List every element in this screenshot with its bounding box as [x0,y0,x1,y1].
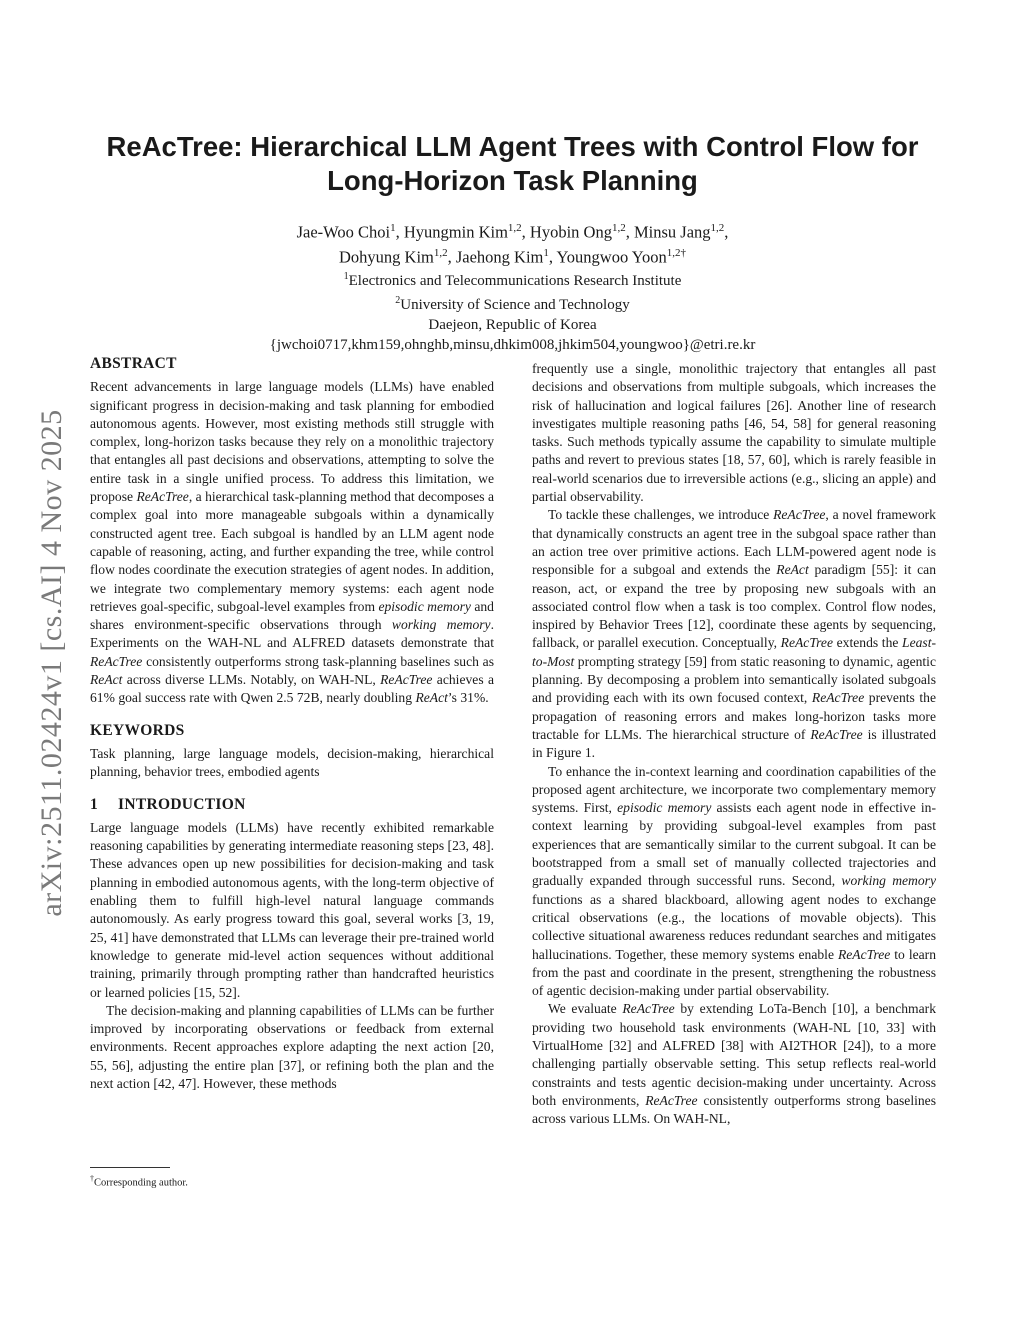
text-run: and shares environment-specific observations through [90,598,494,633]
emphasis: ReAcTree [773,507,826,523]
text-run: We evaluate [548,1001,623,1017]
author-name: , Youngwoo Yoon [548,247,667,266]
text-run: consistently outperforms strong task-planning baselines such as [142,653,494,669]
footnote [90,1172,188,1191]
emphasis: working memory [841,873,936,889]
text-run: , a hierarchical task-planning method that decomposes a complex goal into more manageable subgoals within a dynamically constructed agent tree. Each subgoal is handled by an LLM agent node capable of reasoning, acting, and further expanding the tree, while control flow nodes coordinate the execution strategies of agent nodes. In addition, we integrate two complementary memory systems: each agent node retrieves goal-specific, subgoal-level examples from [90,489,495,614]
emphasis: ReAcTree [811,690,865,706]
text-run: functions as a shared blackboard, allowing agent nodes to exchange critical observations (e.g., the locations of movable objects). This collective situational awareness reduces redundant searches and mitigates hallucinations. Together, these memory systems enable [532,891,936,962]
text-run: assists each agent node in effective in-context learning by providing subgoal-level examples from past experiences that are semantically similar to the current subgoal. It can be bootstrapped from a small set of manually collected trajectories and gradually expanded through successful runs. Second, [532,800,936,889]
text-run: To tackle these challenges, we introduce [548,507,774,523]
right-paragraph-1: frequently use a single, monolithic trajectory that entangles all past decisions and observations from multiple subgoals, which increases the risk of hallucination and logical failures [26]. Another line of research investigates multiple reasoning paths [46, 54, 58] for general reasoning tasks. Such methods typically assume the capability to simulate multiple paths and revert to previous states [18, 57, 60], which is rarely feasible in real-world scenarios due to irreversible actions (e.g., slicing an apple) and partial observability. [532,361,936,505]
author-affil-mark: 1,2† [666,246,686,259]
emphasis: ReAct [776,562,809,578]
affiliation-name: Electronics and Telecommunications Research Institute [348,273,682,289]
text-run: prevents the propagation of reasoning errors and makes long-horizon tasks more tractable for LLMs. The hierarchical structure of [532,690,936,742]
author-line-1 [90,218,935,243]
author-emails: {jwchoi0717,khm159,ohnghb,minsu,dhkim008,jhkim504,youngwoo}@etri.re.kr [269,337,756,353]
abstract-heading: ABSTRACT [90,355,177,372]
title-line-1: ReAcTree: Hierarchical LLM Agent Trees with Control Flow for [106,131,919,162]
author-name: , Hyungmin Kim [395,222,508,242]
author-name: Dohyung Kim [338,247,434,266]
emphasis: ReAcTree [136,489,189,505]
author-name: , Hyobin Ong [521,222,612,242]
text-run: , a novel framework that dynamically constructs an agent tree in the subgoal space rather than an action tree over primitive actions. Each LLM-powered agent node is responsible for a subgoal and extends the [532,507,936,578]
right-column [532,360,936,1128]
affiliation-location: Daejeon, Republic of Korea [428,317,597,333]
left-column [90,355,494,1093]
text-run: prompting strategy [59] from static reasoning to dynamic, agentic planning. By decomposing a problem into semantically isolated subgoals and providing each with its own focused context, [532,653,936,706]
author-affil-mark: 1 [543,246,549,259]
text-run: achieves a 61% goal success rate with Qwen 2.5 72B, nearly doubling [90,672,494,706]
text-run: consistently outperforms strong baselines across various LLMs. On WAH-NL, [532,1092,937,1127]
author-separator: , [724,222,729,242]
emphasis: ReAcTree [645,1092,698,1108]
right-paragraph-2 [532,506,936,762]
section-title: INTRODUCTION [118,795,246,813]
keywords-text: Task planning, large language models, decision-making, hierarchical planning, behavior trees, embodied agents [90,745,494,780]
emphasis: episodic memory [378,598,471,614]
abstract-text [90,378,494,707]
author-name: , Minsu Jang [625,222,711,242]
author-block [90,218,935,355]
text-run: To enhance the in-context learning and coordination capabilities of the proposed agent architecture, we incorporate two complementary memory systems. First, [532,763,936,816]
affiliation-mark: 1 [343,271,349,282]
right-paragraph-4 [532,1000,936,1128]
text-run: Recent advancements in large language models (LLMs) have enabled significant progress in decision-making and task planning for embodied autonomous agents. However, most existing methods still struggle with complex, long-horizon tasks because they rely on a monolithic trajectory that entangles all past decisions and observations, attempting to solve the entire task in a single unified process. To address this limitation, we propose [90,379,494,505]
text-run: by extending LoTa-Bench [10], a benchmark providing two household task environments (WAH-NL [10, 33] with VirtualHome [32] and ALFRED [38] with AI2THOR [24]), to a more challenging partially observable setting. This setup reflects real-world constraints and tests agentic decision-making under uncertainty. Across both environments, [532,1001,936,1108]
text-run: is illustrated in Figure 1. [532,726,936,761]
keywords-heading: KEYWORDS [90,721,185,739]
author-affil-mark: 1 [390,222,396,234]
arxiv-identifier-stamp [30,380,74,945]
affiliation-mark: 2 [395,295,401,306]
emphasis: Least-to-Most [532,635,937,669]
emphasis: ReAcTree [837,946,891,962]
emphasis: ReAcTree [622,1001,675,1017]
author-affil-mark: 1,2 [433,246,448,259]
emphasis: working memory [391,617,491,633]
author-name: , Jaehong Kim [447,247,544,266]
emphasis: episodic memory [617,800,712,816]
title-line-2: Long-Horizon Task Planning [327,165,698,196]
right-paragraph-3 [532,763,936,1001]
paper-title [90,130,935,198]
affiliation-2 [90,291,935,315]
emphasis: ReAcTree [810,726,863,742]
footnote-text: Corresponding author. [94,1177,188,1189]
text-run: ’s 31%. [447,690,489,706]
affiliation-1 [90,267,935,291]
text-run: . Experiments on the WAH-NL and ALFRED datasets demonstrate that [90,617,494,651]
arxiv-identifier: arXiv:2511.02424v1 [cs.AI] 4 Nov 2025 [35,408,68,917]
affiliation-name: University of Science and Technology [400,297,630,313]
text-run: paradigm [55]: it can reason, act, or expand the tree by proposing new subgoals with an associated control flow when a task is too complex. Control flow nodes, inspired by Behavior Trees [12], coordinate these agents by sequencing, fallback, or parallel execution. Conceptually, [532,562,936,651]
emphasis: ReAcTree [380,672,433,688]
section-number: 1 [90,795,99,813]
intro-paragraph-2: The decision-making and planning capabilities of LLMs can be further improved by incorporating observations or feedback from external environments. Recent approaches explore adapting the next action [20, 55, 56], adjusting the entire plan [37], or refining both the plan and the next action [42, 47]. However, these methods [90,1002,494,1091]
text-run: extends the [833,635,903,651]
emphasis: ReAct [415,690,448,706]
author-affil-mark: 1,2 [611,222,626,234]
author-name: Jae-Woo Choi [296,222,391,242]
footnote-mark: † [90,1174,94,1183]
author-affil-mark: 1,2 [710,222,725,234]
author-line-2 [90,243,935,268]
author-affil-mark: 1,2 [507,222,522,234]
emphasis: ReAcTree [780,635,833,651]
emphasis: ReAct [90,672,123,688]
footnote-divider [90,1167,170,1168]
text-run: to learn from the past and coordinate in the present, strengthening the robustness of agentic decision-making under partial observability. [532,946,936,999]
emphasis: ReAcTree [90,653,143,669]
intro-paragraph-1: Large language models (LLMs) have recently exhibited remarkable reasoning capabilities by generating intermediate reasoning steps [23, 48]. These advances open up new possibilities for decision-making and task planning in embodied autonomous agents, with the long-term objective of enabling them to fulfill high-level natural language commands autonomously. As early progress toward this goal, several works [3, 19, 25, 41] have demonstrated that LLMs can leverage their pre-trained world knowledge to generate mid-level action sequences without additional training, primarily through prompting rather than handcrafted heuristics or learned policies [15, 52]. [90,819,494,1000]
introduction-heading [90,796,494,814]
text-run: across diverse LLMs. Notably, on WAH-NL, [122,672,381,688]
